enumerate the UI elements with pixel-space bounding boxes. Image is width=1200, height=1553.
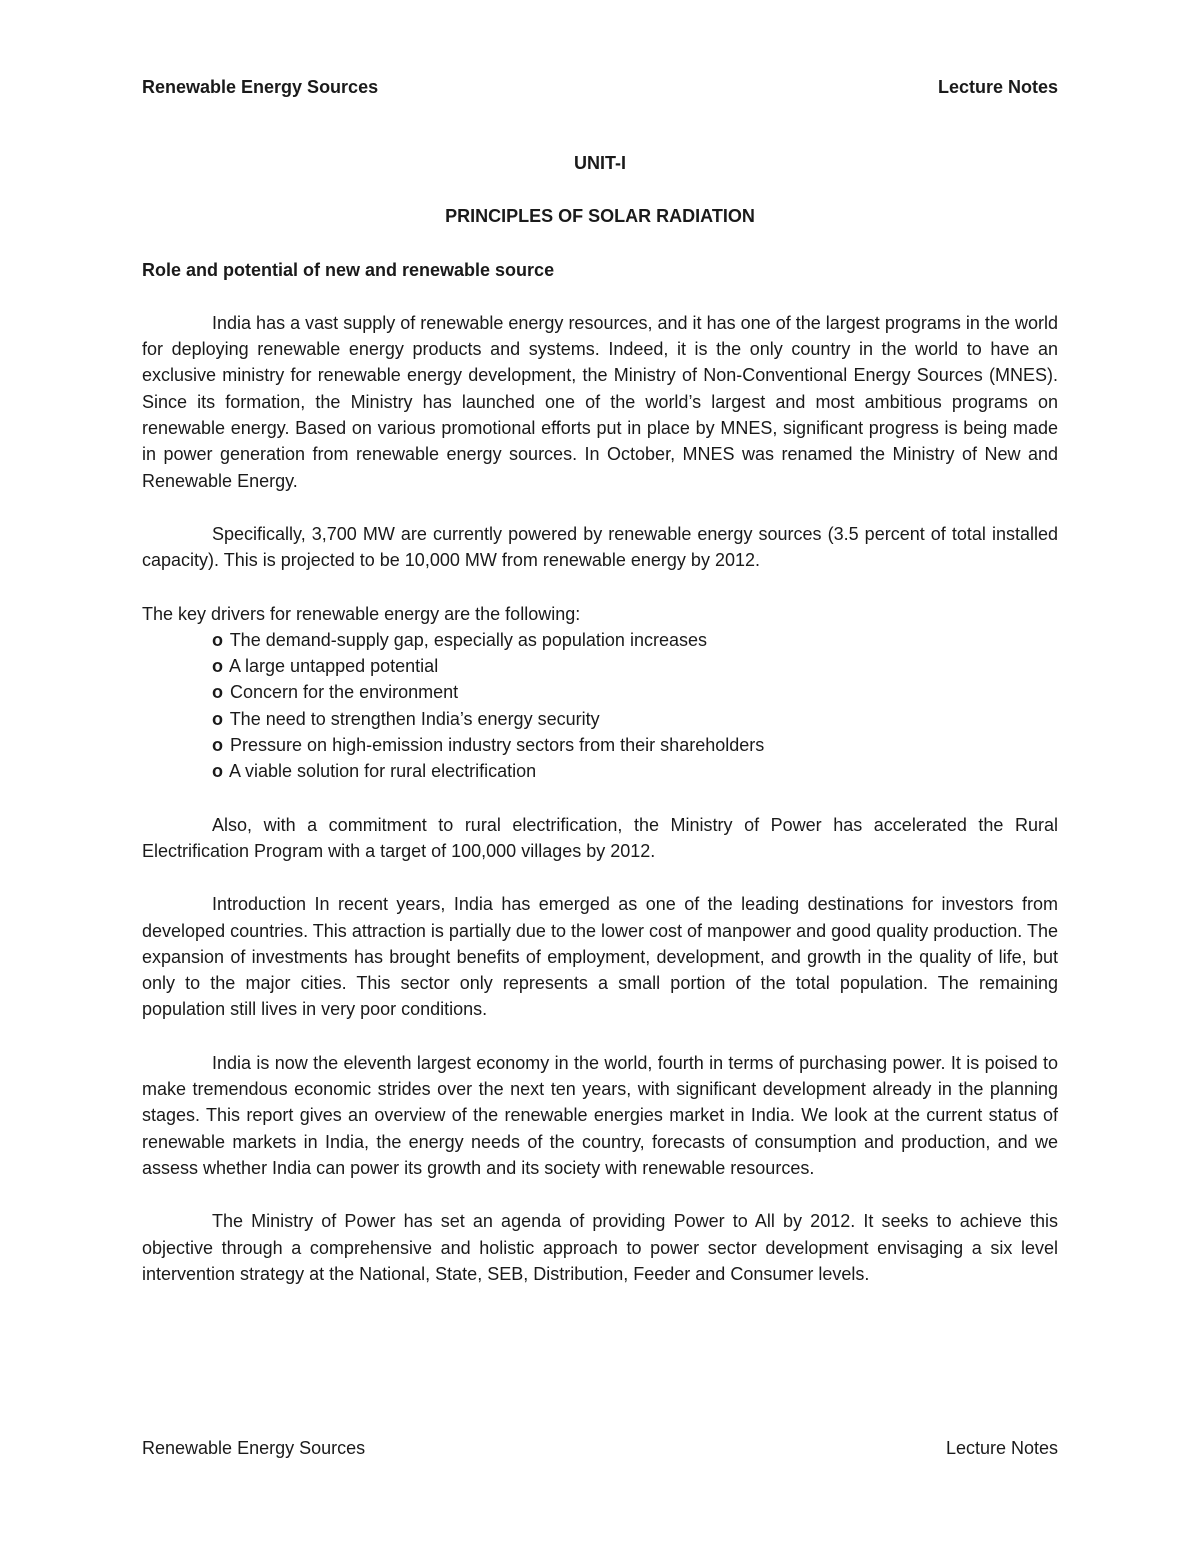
drivers-list: [142, 627, 1058, 785]
list-item-text: The need to strengthen India’s energy security: [229, 708, 600, 729]
chapter-title: PRINCIPLES OF SOLAR RADIATION: [445, 206, 755, 227]
paragraph-capacity: Specifically, 3,700 MW are currently powered by renewable energy sources (3.5 percent of total installed capacity). This is projected to be 10,000 MW from renewable energy by 2012.: [142, 523, 1058, 571]
list-item-text: A large untapped potential: [229, 656, 439, 677]
list-item-text: Concern for the environment: [230, 682, 459, 703]
page-header: [142, 76, 1058, 98]
drivers-intro: The key drivers for renewable energy are the following:: [142, 603, 581, 624]
list-item-text: The demand-supply gap, especially as population increases: [229, 629, 707, 650]
footer-left-text: Renewable Energy Sources: [142, 1438, 366, 1458]
list-item-text: A viable solution for rural electrification: [229, 761, 537, 782]
list-item: [212, 732, 1058, 758]
list-item: [212, 653, 1058, 679]
paragraph-introduction: Introduction In recent years, India has emerged as one of the leading destinations for investors from developed countries. This attraction is partially due to the lower cost of manpower and good quality production. The expansion of investments has brought benefits of employment, development, and growth in the quality of life, but only to the major cities. This sector only represents a small portion of the total population. The remaining population still lives in very poor conditions.: [142, 894, 1058, 1020]
bullet-marker: o: [212, 761, 223, 782]
list-item: [212, 627, 1058, 653]
list-item-text: Pressure on high-emission industry sectors from their shareholders: [230, 735, 765, 756]
bullet-marker: o: [212, 682, 223, 703]
unit-title: UNIT-I: [574, 153, 626, 173]
paragraph-rural-electrification: Also, with a commitment to rural electrification, the Ministry of Power has accelerated the Rural Electrification Program with a target of 100,000 villages by 2012.: [142, 814, 1058, 861]
bullet-marker: o: [212, 708, 223, 729]
bullet-marker: o: [212, 656, 223, 677]
header-right-text: Lecture Notes: [937, 77, 1058, 97]
paragraph-economy: India is now the eleventh largest economy in the world, fourth in terms of purchasing power. It is poised to make tremendous economic strides over the next ten years, with significant development already in the planning stages. This report gives an overview of the renewable energies market in India. We look at the current status of renewable markets in India, the energy needs of the country, forecasts of consumption and production, and we assess whether India can power its growth and its society with renewable resources.: [142, 1052, 1058, 1178]
list-item: [212, 679, 1058, 705]
bullet-marker: o: [212, 735, 223, 756]
paragraph-power-to-all: The Ministry of Power has set an agenda of providing Power to All by 2012. It seeks to achieve this objective through a comprehensive and holistic approach to power sector development envisaging a six level intervention strategy at the National, State, SEB, Distribution, Feeder and Consumer levels.: [142, 1211, 1058, 1284]
footer-right-text: Lecture Notes: [945, 1438, 1058, 1458]
paragraph-ministry: India has a vast supply of renewable energy resources, and it has one of the largest programs in the world for deploying renewable energy products and systems. Indeed, it is the only country in the world to have an exclusive ministry for renewable energy development, the Ministry of Non-Conventional Energy Sources (MNES). Since its formation, the Ministry has launched one of the world’s largest and most ambitious programs on renewable energy. Based on various promotional efforts put in place by MNES, significant progress is being made in power generation from renewable energy sources. In October, MNES was renamed the Ministry of New and Renewable Energy.: [142, 312, 1058, 491]
page-footer: [142, 1437, 1058, 1459]
list-item: [212, 758, 1058, 784]
header-left-text: Renewable Energy Sources: [142, 77, 379, 97]
list-item: [212, 706, 1058, 732]
document-body: [142, 150, 1058, 1287]
bullet-marker: o: [212, 629, 223, 650]
section-heading: Role and potential of new and renewable source: [142, 259, 555, 280]
